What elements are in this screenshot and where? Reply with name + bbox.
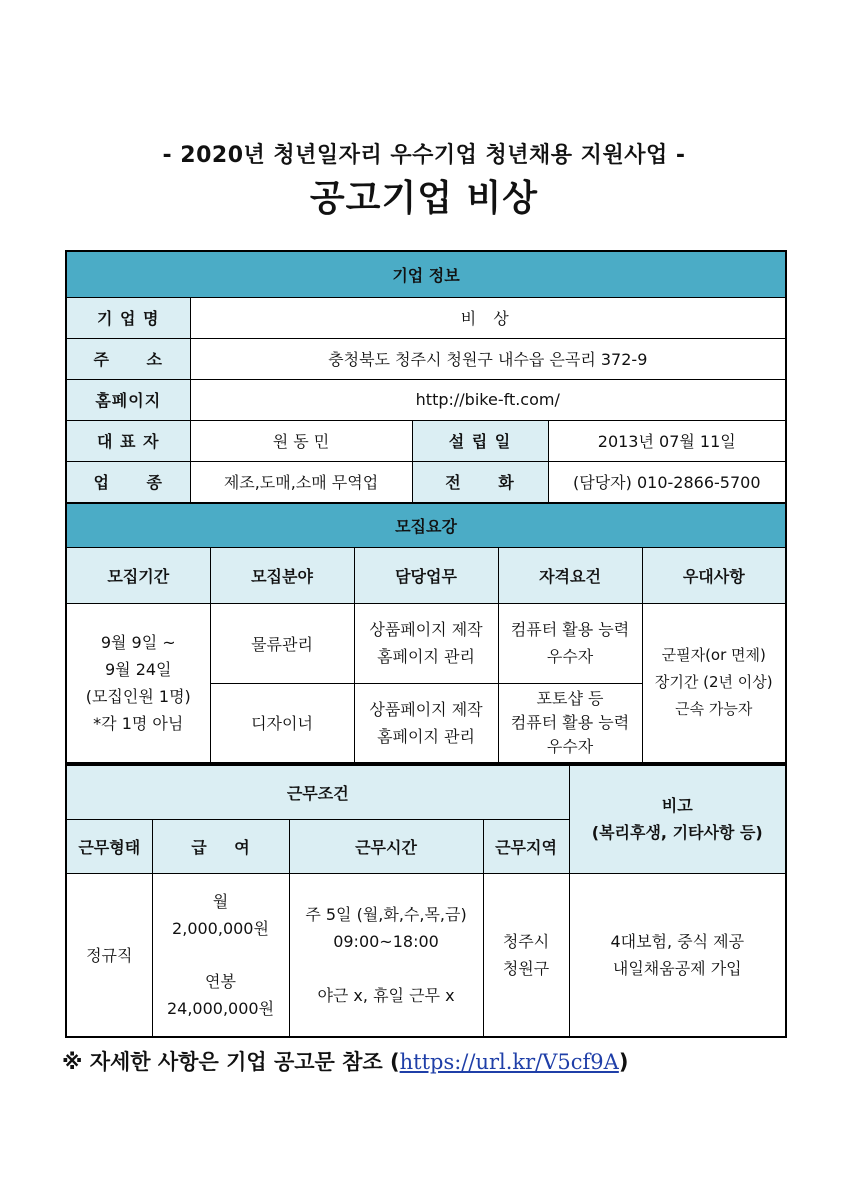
recruit-field-1: 물류관리 <box>210 603 354 683</box>
page-title: 공고기업 비상 <box>309 178 539 219</box>
company-name-label: 기 업 명 <box>66 297 190 338</box>
recruit-preference: 군필자(or 면제) 장기간 (2년 이상) 근속 가능자 <box>642 603 786 763</box>
company-name: 비 상 <box>190 297 786 338</box>
recruit-qualification-1: 컴퓨터 활용 능력 우수자 <box>498 603 642 683</box>
ceo-label: 대 표 자 <box>66 420 190 461</box>
work-header-hours: 근무시간 <box>289 819 483 873</box>
company-section-title: 기업 정보 <box>66 251 786 297</box>
company-info-table <box>65 250 787 504</box>
company-founded: 2013년 07월 11일 <box>548 420 786 461</box>
subtitle: - 2020년 청년일자리 우수기업 청년채용 지원사업 - <box>162 143 686 168</box>
work-type: 정규직 <box>66 873 152 1037</box>
recruit-period: 9월 9일 ~ 9월 24일 (모집인원 1명) *각 1명 아님 <box>66 603 210 763</box>
footer-link[interactable]: https://url.kr/V5cf9A <box>399 1050 619 1074</box>
founded-label: 설 립 일 <box>412 420 548 461</box>
recruit-header-qualification: 자격요건 <box>498 547 642 603</box>
recruit-qualification-2: 포토샵 등 컴퓨터 활용 능력 우수자 <box>498 683 642 763</box>
company-ceo: 원 동 민 <box>190 420 412 461</box>
recruit-section-title: 모집요강 <box>66 503 786 547</box>
industry-label: 업 종 <box>66 461 190 503</box>
work-table <box>65 764 787 1038</box>
recruit-header-period: 모집기간 <box>66 547 210 603</box>
company-industry: 제조,도매,소매 무역업 <box>190 461 412 503</box>
recruit-header-duty: 담당업무 <box>354 547 498 603</box>
work-remarks: 4대보험, 중식 제공 내일채움공제 가입 <box>569 873 786 1037</box>
recruit-duty-1: 상품페이지 제작 홈페이지 관리 <box>354 603 498 683</box>
work-header-location: 근무지역 <box>483 819 569 873</box>
work-header-salary: 급 여 <box>152 819 289 873</box>
work-header-type: 근무형태 <box>66 819 152 873</box>
company-address: 충청북도 청주시 청원구 내수읍 은곡리 372-9 <box>190 338 786 379</box>
recruit-duty-2: 상품페이지 제작 홈페이지 관리 <box>354 683 498 763</box>
recruit-header-preference: 우대사항 <box>642 547 786 603</box>
recruit-table <box>65 502 787 764</box>
company-phone: (담당자) 010-2866-5700 <box>548 461 786 503</box>
address-label: 주 소 <box>66 338 190 379</box>
footer-note <box>62 1046 628 1076</box>
homepage-label: 홈페이지 <box>66 379 190 420</box>
work-salary: 월 2,000,000원 연봉 24,000,000원 <box>152 873 289 1037</box>
phone-label: 전 화 <box>412 461 548 503</box>
remarks-header: 비고 (복리후생, 기타사항 등) <box>569 765 786 873</box>
work-hours: 주 5일 (월,화,수,목,금) 09:00~18:00 야근 x, 휴일 근무 x <box>289 873 483 1037</box>
recruit-header-field: 모집분야 <box>210 547 354 603</box>
recruit-field-2: 디자이너 <box>210 683 354 763</box>
work-section-title: 근무조건 <box>66 765 569 819</box>
footer-note-text: ※ 자세한 사항은 기업 공고문 참조 ( <box>62 1050 400 1074</box>
footer-close: ) <box>618 1050 629 1074</box>
company-homepage[interactable]: http://bike-ft.com/ <box>190 379 786 420</box>
work-location: 청주시 청원구 <box>483 873 569 1037</box>
